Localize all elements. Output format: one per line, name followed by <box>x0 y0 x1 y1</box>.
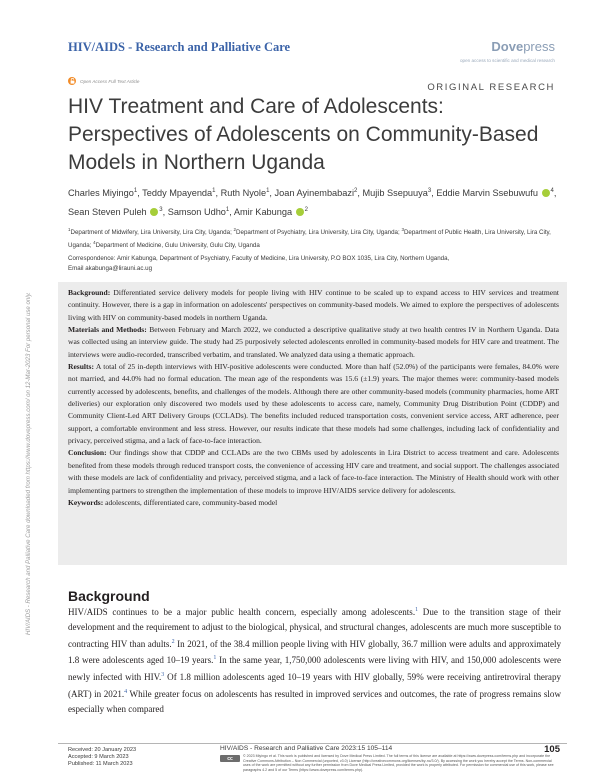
abstract-methods: Materials and Methods: Between February and March 2022, we conducted a descriptive qualitative study at two health centres IV in Northern Uganda. Data was collected using an interview guide. The study had 25 purposively selected adolescents enrolled in community-based models for HIV care and treatment. The interviews were audio-recorded, transcribed verbatim, and translated. We analyzed data using a thematic approach. <box>68 325 559 359</box>
author[interactable]: Charles Miyingo$^1$ <box>68 188 138 199</box>
orcid-icon[interactable] <box>150 208 158 216</box>
publisher-tagline: open access to scientific and medical research <box>460 58 555 63</box>
correspondence-address: Correspondence: Amir Kabunga, Department of Psychiatry, Faculty of Medicine, Lira University, P.O BOX 1035, Lira City, Northern Uganda, <box>68 255 450 262</box>
reference-link[interactable]: 1 <box>213 655 217 662</box>
brand-suffix: press <box>523 39 555 54</box>
reference-link[interactable]: 4 <box>124 689 128 696</box>
author[interactable]: Samson Udho$^1$ <box>167 207 230 218</box>
correspondence-email[interactable]: Email akabunga@lirauni.ac.ug <box>68 264 153 272</box>
abstract-results: Results: A total of 25 in-depth interviews with HIV-positive adolescents were conducted. More than half (52.0%) of the participants were females, 84.0% were not married, and 44.0% had no formal education. The mean age of the respondents was 15.6 (±1.9) years. The major themes were: community-based models currently accessed by adolescents, benefits, and challenges of the models. Although there are other community-based models (community pharmacies, home ART deliveries) our exploration only discovered two models used by these adolescents to access care, namely, Community Drug Distribution Point (CDDP) and Community Client-Led ART Delivery Groups (CCLADs). The benefits included reduced transportation costs, convenient service access, ART adherence, peer support, a comfortable environment and less stress. However, our results indicate that these models had some challenges, including lack of confidentiality and privacy, perceived stigma, and a lack of face-to-face interaction. <box>68 362 559 446</box>
affiliations: $^1$Department of Midwifery, Lira University, Lira City, Uganda; $^2$Department of Psychiatry, Lira University, Lira City, Uganda; $^3$Department of Public Health, Lira University, Lira City, Uganda; $^4$Department of Medicine, Gulu University, Gulu City, Uganda <box>68 227 551 250</box>
article-title: HIV Treatment and Care of Adolescents: Perspectives of Adolescents on Community-Based Models in Northern Uganda <box>68 95 539 174</box>
creative-commons-icon[interactable]: cc <box>220 755 240 762</box>
page-number: 105 <box>544 744 560 755</box>
abstract-keywords: Keywords: adolescents, differentiated care, community-based model <box>68 497 278 507</box>
reference-link[interactable]: 2 <box>171 638 175 645</box>
author-list: Charles Miyingo$^1$, Teddy Mpayenda$^1$, Ruth Nyole$^1$, Joan Ayinembabazi$^2$, Mujib Ssepuuya$^3$, Eddie Marvin Ssebuwufu $^4$, Sean Steven Puleh $^3$, Samson Udho$^1$, Amir Kabunga $^2$ <box>68 188 557 218</box>
reference-link[interactable]: 3 <box>161 672 165 679</box>
author[interactable]: Sean Steven Puleh $^3$ <box>68 207 163 218</box>
author[interactable]: Teddy Mpayenda$^1$ <box>142 188 216 199</box>
author[interactable]: Amir Kabunga $^2$ <box>233 207 309 218</box>
publication-dates: Received: 20 January 2023 Accepted: 9 March 2023 Published: 11 March 2023 <box>68 747 137 767</box>
download-watermark: HIV/AIDS - Research and Palliative Care downloaded from https://www.dovepress.com/ on 12-Mar-2023 For personal use only. <box>25 292 32 635</box>
correspondence <box>68 254 570 273</box>
author[interactable]: Ruth Nyole$^1$ <box>220 188 270 199</box>
orcid-icon[interactable] <box>542 189 550 197</box>
article-type: ORIGINAL RESEARCH <box>427 82 555 93</box>
author[interactable]: Eddie Marvin Ssebuwufu $^4$ <box>436 188 554 199</box>
background-paragraph: HIV/AIDS continues to be a major public health concern, especially among adolescents.$^1$ Due to the transition stage of their development and the requirement to adjust to the biological, physical, and structural changes, adolescents are much more susceptible to contracting HIV than adults.$^2$ In 2021, of the 38.4 million people living with HIV globally, 36.7 million were adults and approximately 1.8 were adolescents aged 10–19 years.$^1$ In the same year, 1,750,000 adolescents were living with HIV, and 150,000 adolescents were newly infected with HIV.$^3$ Of 1.8 million adolescents aged 10–19 years with HIV globally, 59% were receiving antiretroviral therapy (ART) in 2021.$^4$ While greater focus on adolescents has resulted in improved services and outcomes, the rate of progress remains slow especially when compared <box>68 607 562 714</box>
journal-name: HIV/AIDS - Research and Palliative Care <box>68 40 291 54</box>
publisher-logo[interactable] <box>491 39 555 54</box>
license-text: © 2023 Miyingo et al. This work is published and licensed by Dove Medical Press Limited. The full terms of this license are available at https://www.dovepress.com/terms.php and incorporate the Creative Commons Attribution – Non Commercial (unported, v3.0) License (http://creativecommons.org/licenses/by-nc/3.0/). By accessing the work you hereby accept the Terms. Non-commercial uses of the work are permitted without any further permission from Dove Medical Press Limited, provided the work is properly attributed. For permission for commercial use of this work, please see paragraphs 4.2 and 5 of our Terms (https://www.dovepress.com/terms.php). <box>243 754 554 772</box>
abstract <box>68 287 559 509</box>
open-access-text: Open Access Full Text Article <box>80 78 140 84</box>
orcid-icon[interactable] <box>296 208 304 216</box>
open-access-lock-icon <box>68 77 76 85</box>
footer-divider <box>58 743 567 744</box>
reference-link[interactable]: 1 <box>415 607 419 613</box>
abstract-conclusion: Conclusion: Our findings show that CDDP and CCLADs are the two CBMs used by adolescents in Lira District to access treatment and care. Adolescents benefited from these models through reduced transport costs, the convenience of accessing HIV care and treatment, and social support. The challenges associated with these models are lack of confidentiality and privacy, perceived stigma, and a lack of face-to-face interaction. The Ministry of Health should work with other implementing partners to strengthen the implementation of these models to improve HIV/AIDS service delivery for adolescents. <box>68 448 559 495</box>
brand-prefix: Dove <box>491 39 524 54</box>
author[interactable]: Joan Ayinembabazi$^2$ <box>274 188 358 199</box>
journal-citation: HIV/AIDS - Research and Palliative Care 2023:15 105–114 <box>220 745 393 752</box>
section-heading-background: Background <box>68 588 150 604</box>
open-access-label <box>68 77 140 85</box>
abstract-background: Background: Differentiated service delivery models for people living with HIV continue to be scaled up to expand access to HIV services and treatment continuity. However, there is a gap in information on adolescents' perspectives on community-based models. We aimed to explore the perspectives of adolescents living with HIV on community-based models in northern Uganda. <box>68 288 559 322</box>
author[interactable]: Mujib Ssepuuya$^3$ <box>362 188 432 199</box>
